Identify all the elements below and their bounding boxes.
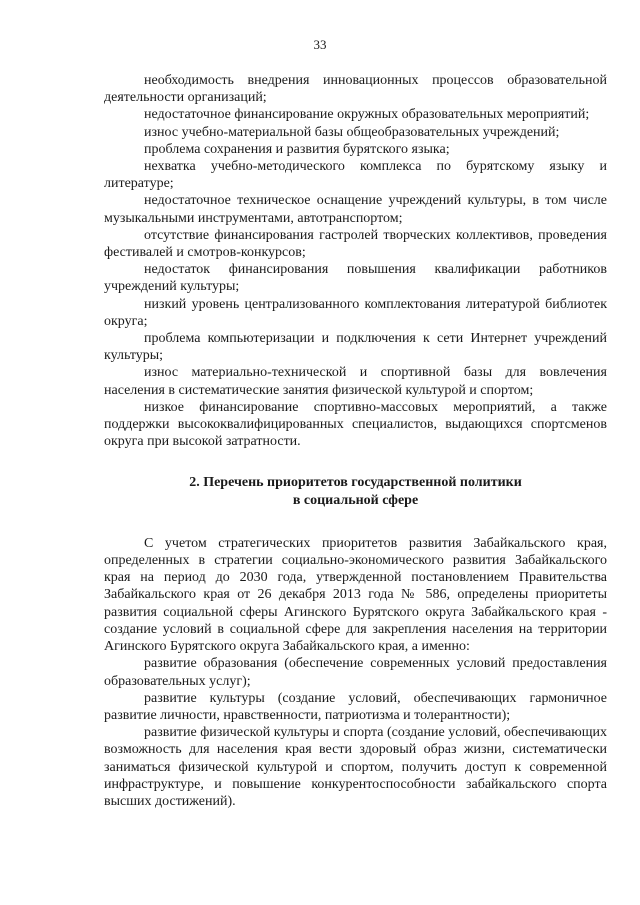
list-item: недостаточное финансирование окружных образовательных мероприятий;: [144, 107, 590, 123]
page-number: 33: [313, 37, 327, 52]
list-item: недостаток финансирования повышения квалификации работников учреждений культуры;: [104, 262, 607, 295]
list-item: необходимость внедрения инновационных процессов образовательной деятельности организаций;: [104, 73, 607, 106]
list-item: проблема компьютеризации и подключения к сети Интернет учреждений культуры;: [104, 331, 607, 364]
problems-list: [104, 72, 607, 450]
list-item: отсутствие финансирования гастролей творческих коллективов, проведения фестивалей и смотров-конкурсов;: [104, 227, 607, 261]
list-item: низкое финансирование спортивно-массовых мероприятий, а также поддержки высококвалифицированных специалистов, выдающихся спортсменов округа при высокой затратности.: [104, 399, 607, 450]
section-intro-paragraph: С учетом стратегических приоритетов развития Забайкальского края, определенных в стратегии социально-экономического развития Забайкальского края на период до 2030 года, утвержденной постановлением Правительства Забайкальского края от 26 декабря 2013 года № 586, определены приоритеты развития социальной сферы Агинского Бурятского округа Забайкальского края - создание условий в социальной сфере для закрепления населения на территории Агинского Бурятского округа Забайкальского края, а именно:: [104, 535, 607, 655]
document-body: [104, 72, 607, 810]
priority-item: развитие культуры (создание условий, обеспечивающих гармоничное развитие личности, нравственности, патриотизма и толерантности);: [104, 690, 607, 723]
section-heading-line1: 2. Перечень приоритетов государственной политики: [189, 475, 522, 491]
list-item: нехватка учебно-методического комплекса по бурятскому языку и литературе;: [104, 159, 607, 192]
list-item: низкий уровень централизованного комплектования литературой библиотек округа;: [104, 296, 607, 329]
section-heading-line2: в социальной сфере: [292, 492, 419, 508]
list-item: недостаточное техническое оснащение учреждений культуры, в том числе музыкальными инструментами, автотранспортом;: [104, 193, 607, 226]
list-item: износ учебно-материальной базы общеобразовательных учреждений;: [144, 124, 560, 140]
priority-item: развитие образования (обеспечение современных условий предоставления образовательных услуг);: [104, 656, 607, 689]
priority-item: развитие физической культуры и спорта (создание условий, обеспечивающих возможность для населения края вести здоровый образ жизни, систематически заниматься физической культурой и спортом, получить доступ к современной инфраструктуре, и повышение конкурентоспособности забайкальского спорта высших достижений).: [104, 725, 607, 809]
section-heading: [104, 474, 607, 508]
list-item: износ материально-технической и спортивной базы для вовлечения населения в систематические занятия физической культурой и спортом;: [104, 365, 607, 398]
list-item: проблема сохранения и развития бурятского языка;: [144, 141, 450, 157]
